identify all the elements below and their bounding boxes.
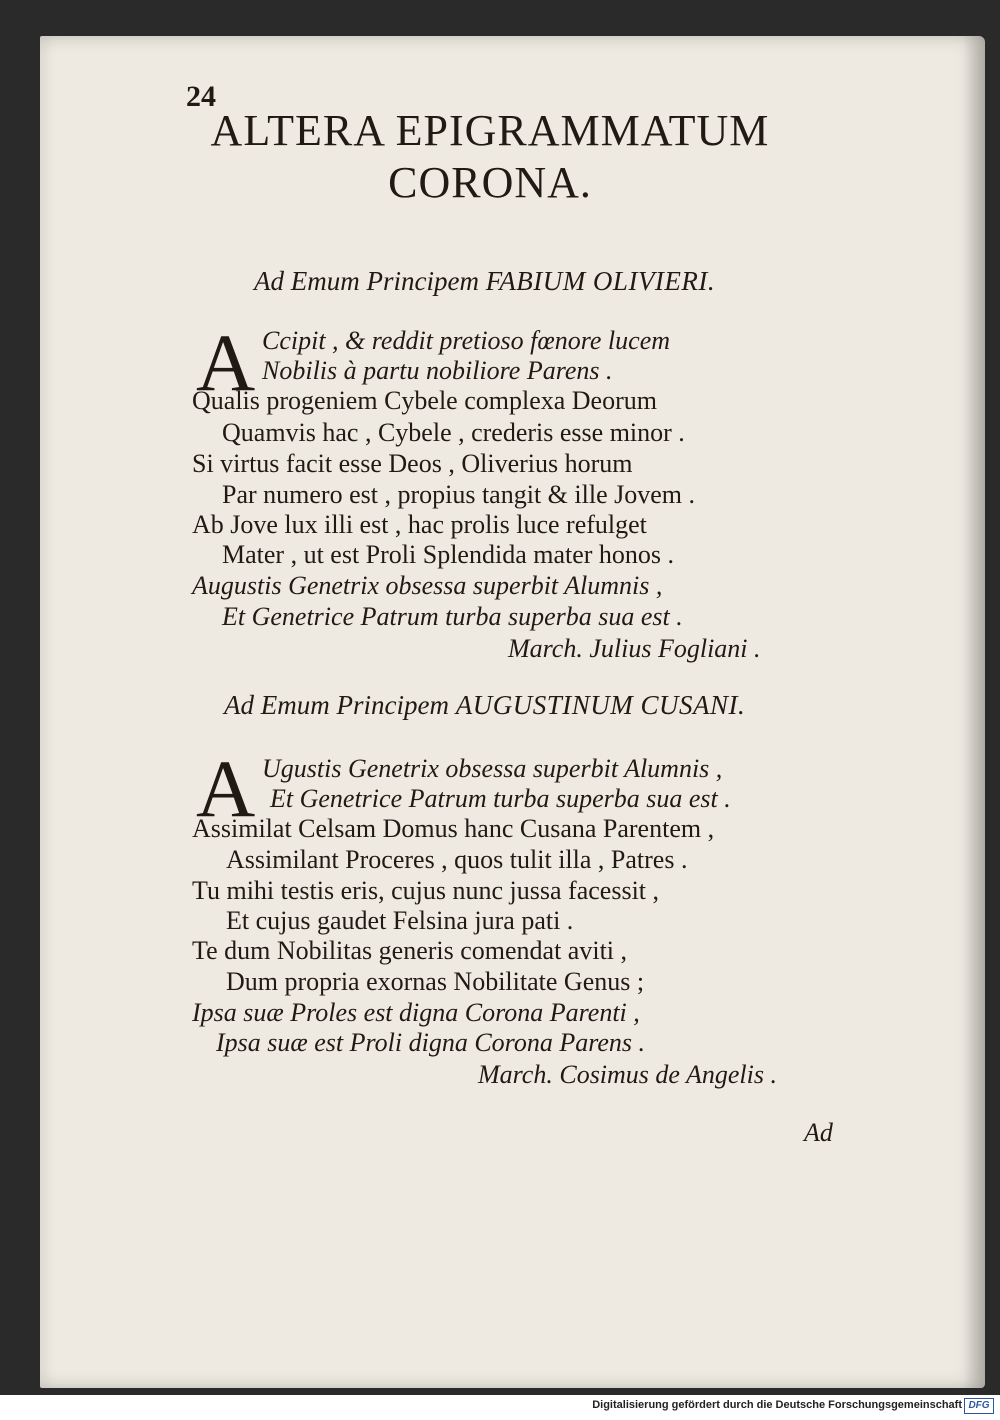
poem2-line-4: Assimilant Proceres , quos tulit illa , Patres . (226, 845, 688, 874)
poem2-line-7: Te dum Nobilitas generis comendat aviti , (192, 936, 628, 965)
poem2-dropcap: A (196, 743, 256, 834)
poem2-line-9: Ipsa suæ Proles est digna Corona Parenti , (192, 998, 640, 1027)
poem1-line-4: Quamvis hac , Cybele , crederis esse minor . (222, 418, 685, 447)
poem1-line-1: Ccipit , & reddit pretioso fœnore lucem (262, 326, 671, 355)
poem1-line-6: Par numero est , propius tangit & ille Jovem . (222, 480, 695, 509)
poem1-line-10: Et Genetrice Patrum turba superba sua est . (222, 602, 683, 631)
poem2-line-6: Et cujus gaudet Felsina jura pati . (226, 906, 574, 935)
poem2-line-8: Dum propria exornas Nobilitate Genus ; (226, 967, 645, 996)
page-title-line-1: ALTERA EPIGRAMMATUM (210, 106, 770, 155)
poem2-line-2: Et Genetrice Patrum turba superba sua est . (270, 784, 731, 813)
poem1-heading-prefix: Ad Emum Principem (254, 266, 479, 296)
poem1-line-3: Qualis progeniem Cybele complexa Deorum (192, 386, 657, 415)
poem1-line-2: Nobilis à partu nobiliore Parens . (262, 356, 613, 385)
poem1-line-5: Si virtus facit esse Deos , Oliverius horum (192, 449, 633, 478)
poem2-line-5: Tu mihi testis eris, cujus nunc jussa facessit , (192, 876, 660, 905)
poem1-heading (254, 266, 715, 297)
poem2-heading-name: AUGUSTINUM CUSANI. (455, 690, 746, 720)
poem2-signature: March. Cosimus de Angelis . (478, 1060, 777, 1089)
poem1-line-9: Augustis Genetrix obsessa superbit Alumnis , (192, 571, 663, 600)
page-number: 24 (186, 80, 216, 113)
poem2-line-1: Ugustis Genetrix obsessa superbit Alumnis , (262, 754, 723, 783)
poem2-line-10: Ipsa suæ est Proli digna Corona Parens . (216, 1028, 646, 1057)
poem2-heading-prefix: Ad Emum Principem (224, 690, 449, 720)
digitization-credit: Digitalisierung gefördert durch die Deutsche Forschungsgemeinschaft (592, 1399, 962, 1411)
poem1-signature: March. Julius Fogliani . (508, 634, 761, 663)
poem1-line-7: Ab Jove lux illi est , hac prolis luce refulget (192, 510, 647, 539)
poem2-heading (224, 690, 745, 721)
catchword: Ad (804, 1118, 833, 1147)
page-edge-shadow (963, 36, 985, 1388)
poem1-line-8: Mater , ut est Proli Splendida mater honos . (222, 540, 675, 569)
poem2-line-3: Assimilat Celsam Domus hanc Cusana Parentem , (192, 814, 715, 843)
dfg-logo-icon: DFG (964, 1398, 994, 1414)
page-title-line-2: CORONA. (388, 158, 592, 207)
poem1-dropcap: A (196, 317, 256, 408)
poem1-heading-name: FABIUM OLIVIERI. (485, 266, 716, 296)
